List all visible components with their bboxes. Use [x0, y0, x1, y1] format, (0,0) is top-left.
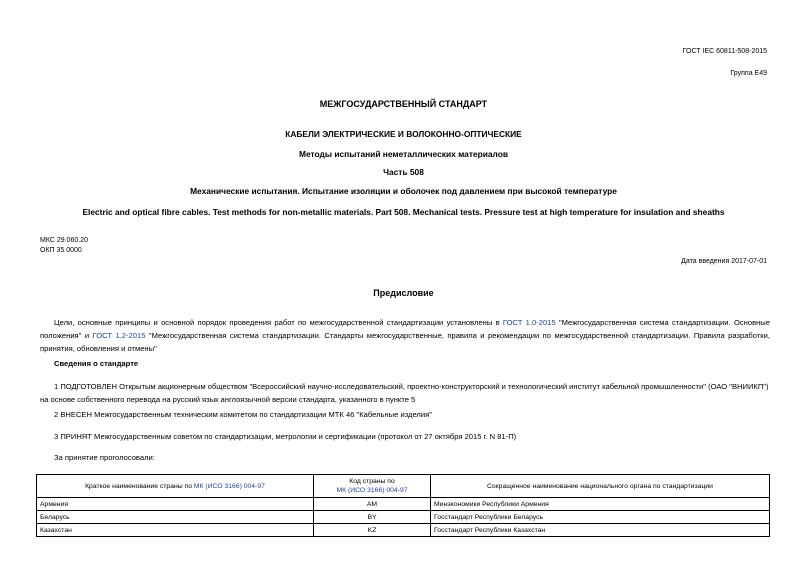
- country-cell: Армения: [37, 498, 314, 511]
- table-row: [37, 511, 770, 524]
- table-row: [37, 498, 770, 511]
- column-header-body: Сокращенное наименование национального органа по стандартизации: [431, 475, 770, 498]
- item-prepared-text: 1 ПОДГОТОВЛЕН Открытым акционерным обществом "Всероссийский научно-исследовательский, проектно-конструкторский и технологический институт кабельной промышленности" (ОАО "ВНИИКП") на основе собственного перевода на русский язык англоязычной версии стандарта, указанного в пункте 5: [40, 382, 769, 404]
- body-cell: Госстандарт Республики Беларусь: [431, 511, 770, 524]
- standard-type-title: МЕЖГОСУДАРСТВЕННЫЙ СТАНДАРТ: [319, 99, 488, 109]
- preface-paragraph: [40, 316, 770, 355]
- preface-text-3: "Межгосударственная система стандартизации. Стандарты межгосударственные, правила и рекомендации по межгосударственной стандартизации. Правила разработки, принятия, обновления и отмены": [40, 331, 770, 353]
- preface-text-2: "Межгосударственная система стандартизации. Основные положения" и: [40, 318, 770, 340]
- part-number: Часть 508: [383, 167, 424, 177]
- code-cell: KZ: [314, 524, 431, 537]
- mks-code: МКС 29.060.20: [40, 237, 88, 244]
- part-title: Механические испытания. Испытание изоляции и оболочек под давлением при высокой температуре: [190, 186, 617, 196]
- preface-heading: Предисловие: [373, 288, 434, 298]
- english-title: Electric and optical fibre cables. Test methods for non-metallic materials. Part 508. Mechanical tests. Pressure test at high temperature for insulation and sheaths: [82, 207, 725, 217]
- column-header-code: [314, 475, 431, 498]
- table-row: [37, 524, 770, 537]
- gost-1-2-link[interactable]: ГОСТ 1.2-2015: [92, 331, 146, 340]
- mk-iso-link[interactable]: МК (ИСО 3166) 004-97: [193, 482, 265, 490]
- mk-iso-code-link[interactable]: МК (ИСО 3166) 004-97: [336, 487, 408, 494]
- document-group: Группа Е49: [730, 70, 767, 77]
- voting-countries-table: [36, 474, 770, 537]
- gost-1-0-link[interactable]: ГОСТ 1.0-2015: [502, 318, 556, 327]
- body-cell: Госстандарт Республики Казахстан: [431, 524, 770, 537]
- column-header-code-text: Код страны по: [349, 478, 395, 485]
- country-cell: Беларусь: [37, 511, 314, 524]
- item-introduced: 2 ВНЕСЕН Межгосударственным техническим комитетом по стандартизации МТК 46 "Кабельные изделия": [54, 410, 432, 419]
- preface-text-1: Цели, основные принципы и основной порядок проведения работ по межгосударственной стандартизации установлены в: [54, 318, 503, 327]
- voted-label: За принятие проголосовали:: [54, 453, 155, 462]
- effective-date: Дата введения 2017-07-01: [681, 258, 767, 265]
- table-header-row: [37, 475, 770, 498]
- okp-code: ОКП 35 0000: [40, 247, 82, 254]
- standard-subtitle: Методы испытаний неметаллических материалов: [299, 149, 508, 159]
- document-code: ГОСТ IEC 60811-508-2015: [682, 48, 767, 55]
- item-adopted: 3 ПРИНЯТ Межгосударственным советом по стандартизации, метрологии и сертификации (протокол от 27 октября 2015 г. N 81-П): [54, 432, 517, 441]
- item-prepared: [40, 380, 775, 406]
- code-cell: BY: [314, 511, 431, 524]
- body-cell: Минэкономики Республики Армения: [431, 498, 770, 511]
- column-header-country-text: Краткое наименование страны по: [85, 482, 194, 490]
- standard-name-title: КАБЕЛИ ЭЛЕКТРИЧЕСКИЕ И ВОЛОКОННО-ОПТИЧЕСКИЕ: [285, 129, 522, 139]
- code-cell: AM: [314, 498, 431, 511]
- column-header-country: [37, 475, 314, 498]
- country-cell: Казахстан: [37, 524, 314, 537]
- standard-info-heading: Сведения о стандарте: [54, 359, 139, 368]
